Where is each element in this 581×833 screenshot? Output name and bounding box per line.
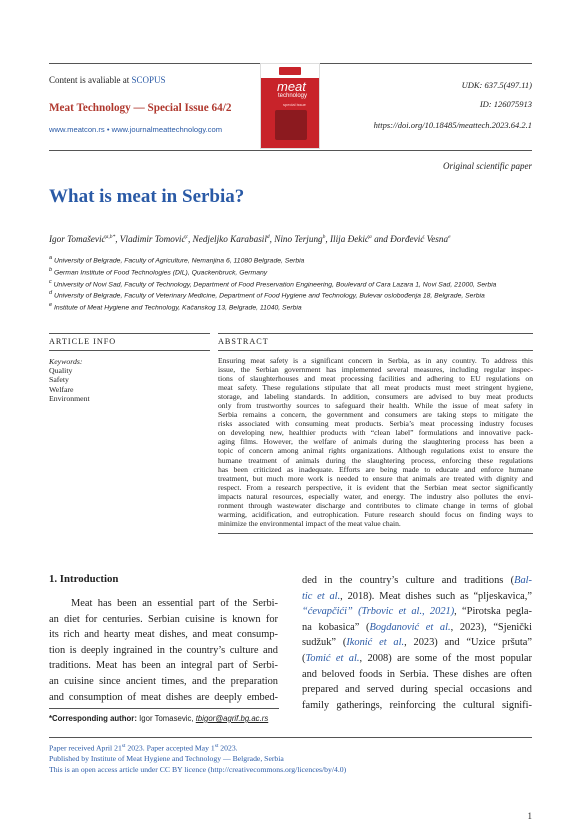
keyword-item: Quality bbox=[49, 366, 73, 376]
abstract-line: has been criticized as inadequate. Efforts are being made to educate and enforce humane bbox=[218, 464, 533, 474]
intro-line: an cuisine since ancient times, and the preparation bbox=[49, 675, 278, 687]
intro-left-column bbox=[49, 596, 278, 705]
affiliation-list bbox=[49, 254, 533, 313]
abstract-line: treatment, but much more work is needed to ensure that animals are treated with dignity and bbox=[218, 473, 533, 483]
content-availability: Content is avaliable at SCOPUS bbox=[49, 75, 166, 85]
author-affiliation-mark: c bbox=[185, 234, 189, 240]
keyword-item: Safety bbox=[49, 375, 69, 385]
keyword-item: Welfare bbox=[49, 384, 74, 394]
paper-dates: Paper received April 21st 2023. Paper accepted May 1st 2023. bbox=[49, 743, 238, 753]
abstract-line: storage, and labeling standards. In addition, consumers are advised to buy meat products bbox=[218, 392, 533, 402]
cover-photo bbox=[275, 110, 307, 140]
abstract-line: ronment through wastewater discharge and contributes to climate change in terms of global bbox=[218, 500, 533, 510]
article-info-heading: ARTICLE INFO bbox=[49, 337, 117, 346]
author-name: Nedjeljko Karabasil bbox=[192, 234, 267, 245]
section-heading-introduction: 1. Introduction bbox=[49, 573, 119, 585]
cover-subtitle: technology bbox=[278, 93, 308, 99]
intro-line: traditions. Meat has been an integral part of Serbi- bbox=[49, 660, 278, 672]
author-affiliation-mark: b bbox=[322, 234, 326, 240]
author-affiliation-mark: d bbox=[266, 234, 270, 240]
intro-line: and consumption of meat dishes are deeply embed- bbox=[49, 691, 278, 703]
abstract-line: aging films. However, the welfare of animals during the slaughtering process has been a bbox=[218, 437, 533, 447]
abstract-line: topic of concern among animal rights organizations. Although regulations exist to ensure the bbox=[218, 446, 533, 456]
author-affiliation-mark: a,b* bbox=[105, 234, 116, 240]
article-info-top-rule bbox=[49, 333, 210, 334]
doi-link[interactable]: https://doi.org/10.18485/meattech.2023.64.2.1 bbox=[373, 120, 532, 130]
footnote-rule bbox=[49, 708, 279, 709]
author-name: Ilija Đekić bbox=[329, 234, 370, 245]
keywords-block bbox=[49, 357, 209, 403]
footer-info bbox=[49, 741, 532, 775]
abstract-line: respect. From a research perspective, it is evident that the Serbian meat sector significantly bbox=[218, 482, 533, 492]
article-title: What is meat in Serbia? bbox=[49, 186, 245, 207]
abstract-line: humane treatment of animals during the slaughtering process, enforcing these regulations bbox=[218, 455, 533, 465]
abstract-line: on developing new, healthier products with “clean label” formulations and innovative pack- bbox=[218, 428, 533, 438]
affiliation-item: $^b$ German Institute of Food Technologies (DIL), Quackenbruck, Germany bbox=[49, 266, 268, 277]
intro-right-column: ded in the country’s culture and traditions (Bal- tic et al., 2018). Meat dishes such as “pljeskavica,” “ćevapčići” (Trbovic et al., 2021), “Pirotska pegla- na kobasica” (Bogdanović et al., 2023), “Sjenički sudžuk” (Ikonić et al., 2023) and “Uzice pršuta” (Tomić et al., 2008) are some of the most popular and beloved foods in Serbia. These dishes are often prepared and served during special occasions and family gatherings, reinforcing the cultural signifi- bbox=[302, 575, 533, 711]
author-affiliation-mark: a bbox=[369, 234, 372, 240]
abstract-line: Serbia remains a concern, the government and consumers are taking steps to mitigate the bbox=[218, 410, 533, 420]
intro-line: tion is deeply ingrained in the country’s culture and bbox=[49, 644, 278, 656]
article-type: Original scientific paper bbox=[443, 161, 532, 171]
abstract-line: tions of slaughterhouses and meat processing facilities and adhering to EU regulations on bbox=[218, 374, 533, 384]
author-name: Nino Terjung bbox=[274, 234, 323, 245]
journal-websites[interactable]: www.meatcon.rs • www.journalmeattechnology.com bbox=[49, 125, 223, 134]
corresponding-email-link[interactable]: tbigor@agrif.bg.ac.rs bbox=[195, 714, 269, 723]
abstract-line: Ensuring meat safety is a significant concern in Serbia, as in any country. To address this bbox=[218, 356, 533, 365]
author-list: Igor Tomašević$^{a,b*}$, Vladimir Tomović$^c$, Nedjeljko Karabasil$^d$, Nino Terjung$^b$, Ilija Đekić$^a$ and Đorđević Vesna$^e$ bbox=[49, 234, 451, 245]
affiliation-item: $^c$ University of Novi Sad, Faculty of Technology, Department of Food Preservation Engineering, Boulevard of Cara Lazara 1, Novi Sad, 21000, Serbia bbox=[49, 278, 497, 288]
intro-line: an diet for centuries. Serbian cuisine is known for bbox=[49, 613, 278, 625]
cover-title: meat bbox=[277, 79, 306, 94]
abstract-line: minimize the environmental impact of the meat value chain. bbox=[218, 518, 401, 528]
affiliation-item: $^d$ University of Belgrade, Faculty of Veterinary Medicine, Department of Food Hygiene and Technology, Bulevar oslobođenja 18, Belgrade, Serbia bbox=[49, 290, 485, 300]
abstract-line: warming, acidification, and eutrophication. Future research should focus on finding ways to bbox=[218, 509, 533, 519]
abstract-bottom-rule bbox=[218, 533, 533, 534]
header-bottom-rule bbox=[49, 150, 532, 151]
abstract-rule bbox=[218, 350, 533, 351]
affiliation-item: $^a$ University of Belgrade, Faculty of Agriculture, Nemanjina 6, 11080 Belgrade, Serbia bbox=[49, 255, 305, 265]
article-info-rule bbox=[49, 350, 210, 351]
abstract-heading: ABSTRACT bbox=[218, 337, 269, 346]
author-name: Vladimir Tomović bbox=[119, 234, 186, 245]
keywords-list bbox=[49, 366, 209, 403]
author-name: Đorđević Vesna bbox=[390, 234, 449, 245]
article-id: ID: 126075913 bbox=[479, 99, 532, 109]
abstract-line: issue, the Serbian government has implemented several measures, including regular inspec- bbox=[218, 365, 533, 375]
affiliation-item: $^e$ Institute of Meat Hygiene and Technology, Kačanskog 13, Belgrade, 11040, Serbia bbox=[49, 302, 302, 312]
abstract-line: only from trustworthy sources to safeguard their health. While the issue of meat safety in bbox=[218, 401, 533, 411]
cover-logo-icon bbox=[279, 67, 301, 75]
abstract-line: impacts natural resources, especially water, and energy. The industry also pollutes the envi- bbox=[218, 491, 533, 501]
page-number: 1 bbox=[527, 811, 532, 821]
intro-line: Meat has been an essential part of the Serbi- bbox=[71, 598, 278, 609]
corresponding-author: *Corresponding author: Igor Tomasevic, tbigor@agrif.bg.ac.rs bbox=[49, 714, 269, 723]
license-line[interactable]: This is an open access article under CC BY licence (http://creativecommons.org/licences/by/4.0) bbox=[49, 764, 347, 774]
keywords-label: Keywords: bbox=[49, 357, 83, 366]
abstract-line: meat safety. These regulations stipulate that all meat products must meet stringent hygiene, bbox=[218, 383, 533, 393]
journal-cover-image bbox=[261, 64, 319, 148]
author-affiliation-mark: e bbox=[448, 234, 451, 240]
scopus-link[interactable]: SCOPUS bbox=[131, 75, 166, 85]
keyword-item: Environment bbox=[49, 393, 90, 403]
cover-issue: special issue bbox=[283, 102, 306, 107]
journal-title: Meat Technology — Special Issue 64/2 bbox=[49, 102, 232, 114]
udk: UDK: 637.5(497.11) bbox=[461, 80, 532, 90]
abstract-text bbox=[218, 356, 533, 528]
author-name: Igor Tomašević bbox=[49, 234, 106, 245]
intro-line: its rich and hearty meat dishes, and meat consump- bbox=[49, 629, 278, 641]
abstract-top-rule bbox=[218, 333, 533, 334]
publisher-line: Published by Institute of Meat Hygiene and Technology — Belgrade, Serbia bbox=[49, 754, 284, 764]
footer-rule bbox=[49, 737, 532, 738]
abstract-line: risks associated with consuming meat products. Serbia’s meat processing industry focuses bbox=[218, 419, 533, 429]
